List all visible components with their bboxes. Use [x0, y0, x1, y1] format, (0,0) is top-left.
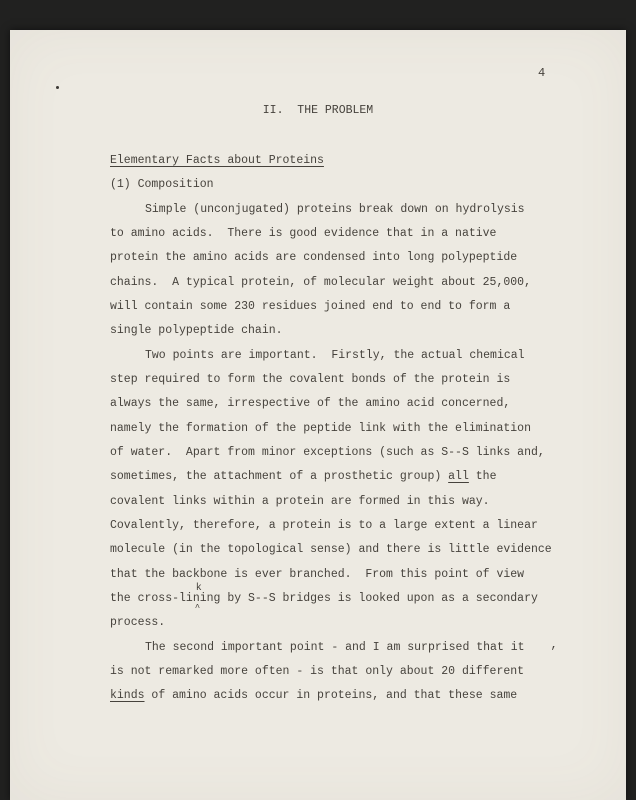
text-line: Covalently, therefore, a protein is to a large extent a linear — [110, 518, 538, 532]
text-line: Simple (unconjugated) proteins break down on hydrolysis — [145, 202, 525, 216]
document-body — [110, 149, 580, 709]
text-line: to amino acids. There is good evidence that in a native — [110, 226, 497, 240]
text-line: is not remarked more often - is that only about 20 different — [110, 664, 525, 678]
section-heading — [110, 149, 580, 173]
page-number: 4 — [538, 66, 546, 80]
text-line: that the backbone is ever branched. From this point of view — [110, 567, 525, 581]
ink-speck — [56, 86, 59, 89]
text-line: step required to form the covalent bonds of the protein is — [110, 372, 511, 386]
text-line: chains. A typical protein, of molecular weight about 25,000, — [110, 275, 531, 289]
text-line: protein the amino acids are condensed into long polypeptide — [110, 251, 518, 265]
text-line: sometimes, the attachment of a prosthetic group) all the — [110, 470, 497, 484]
section-heading-text: Elementary Facts about Proteins — [110, 154, 324, 167]
paragraphs — [110, 198, 580, 709]
text-line: the cross-lin k ^ ing by S--S bridges is looked upon as a secondary — [110, 582, 538, 613]
text-line: covalent links within a protein are formed in this way. — [110, 494, 490, 508]
text-line: molecule (in the topological sense) and there is little evidence — [110, 543, 552, 557]
text-line: always the same, irrespective of the amino acid concerned, — [110, 397, 511, 411]
document-page — [10, 30, 626, 800]
text-line: Two points are important. Firstly, the actual chemical — [145, 348, 525, 362]
text-line: kinds of amino acids occur in proteins, and that these same — [110, 689, 518, 703]
text-line: single polypeptide chain. — [110, 324, 283, 338]
page-title: II. THE PROBLEM — [262, 104, 374, 117]
subsection-heading: (1) Composition — [110, 178, 214, 192]
text-line: The second important point - and I am surprised that i ,t — [145, 638, 558, 654]
text-line: of water. Apart from minor exceptions (such as S--S links and, — [110, 445, 545, 459]
text-line: process. — [110, 616, 166, 630]
text-line: will contain some 230 residues joined end to end to form a — [110, 299, 511, 313]
text-line: namely the formation of the peptide link with the elimination — [110, 421, 531, 435]
